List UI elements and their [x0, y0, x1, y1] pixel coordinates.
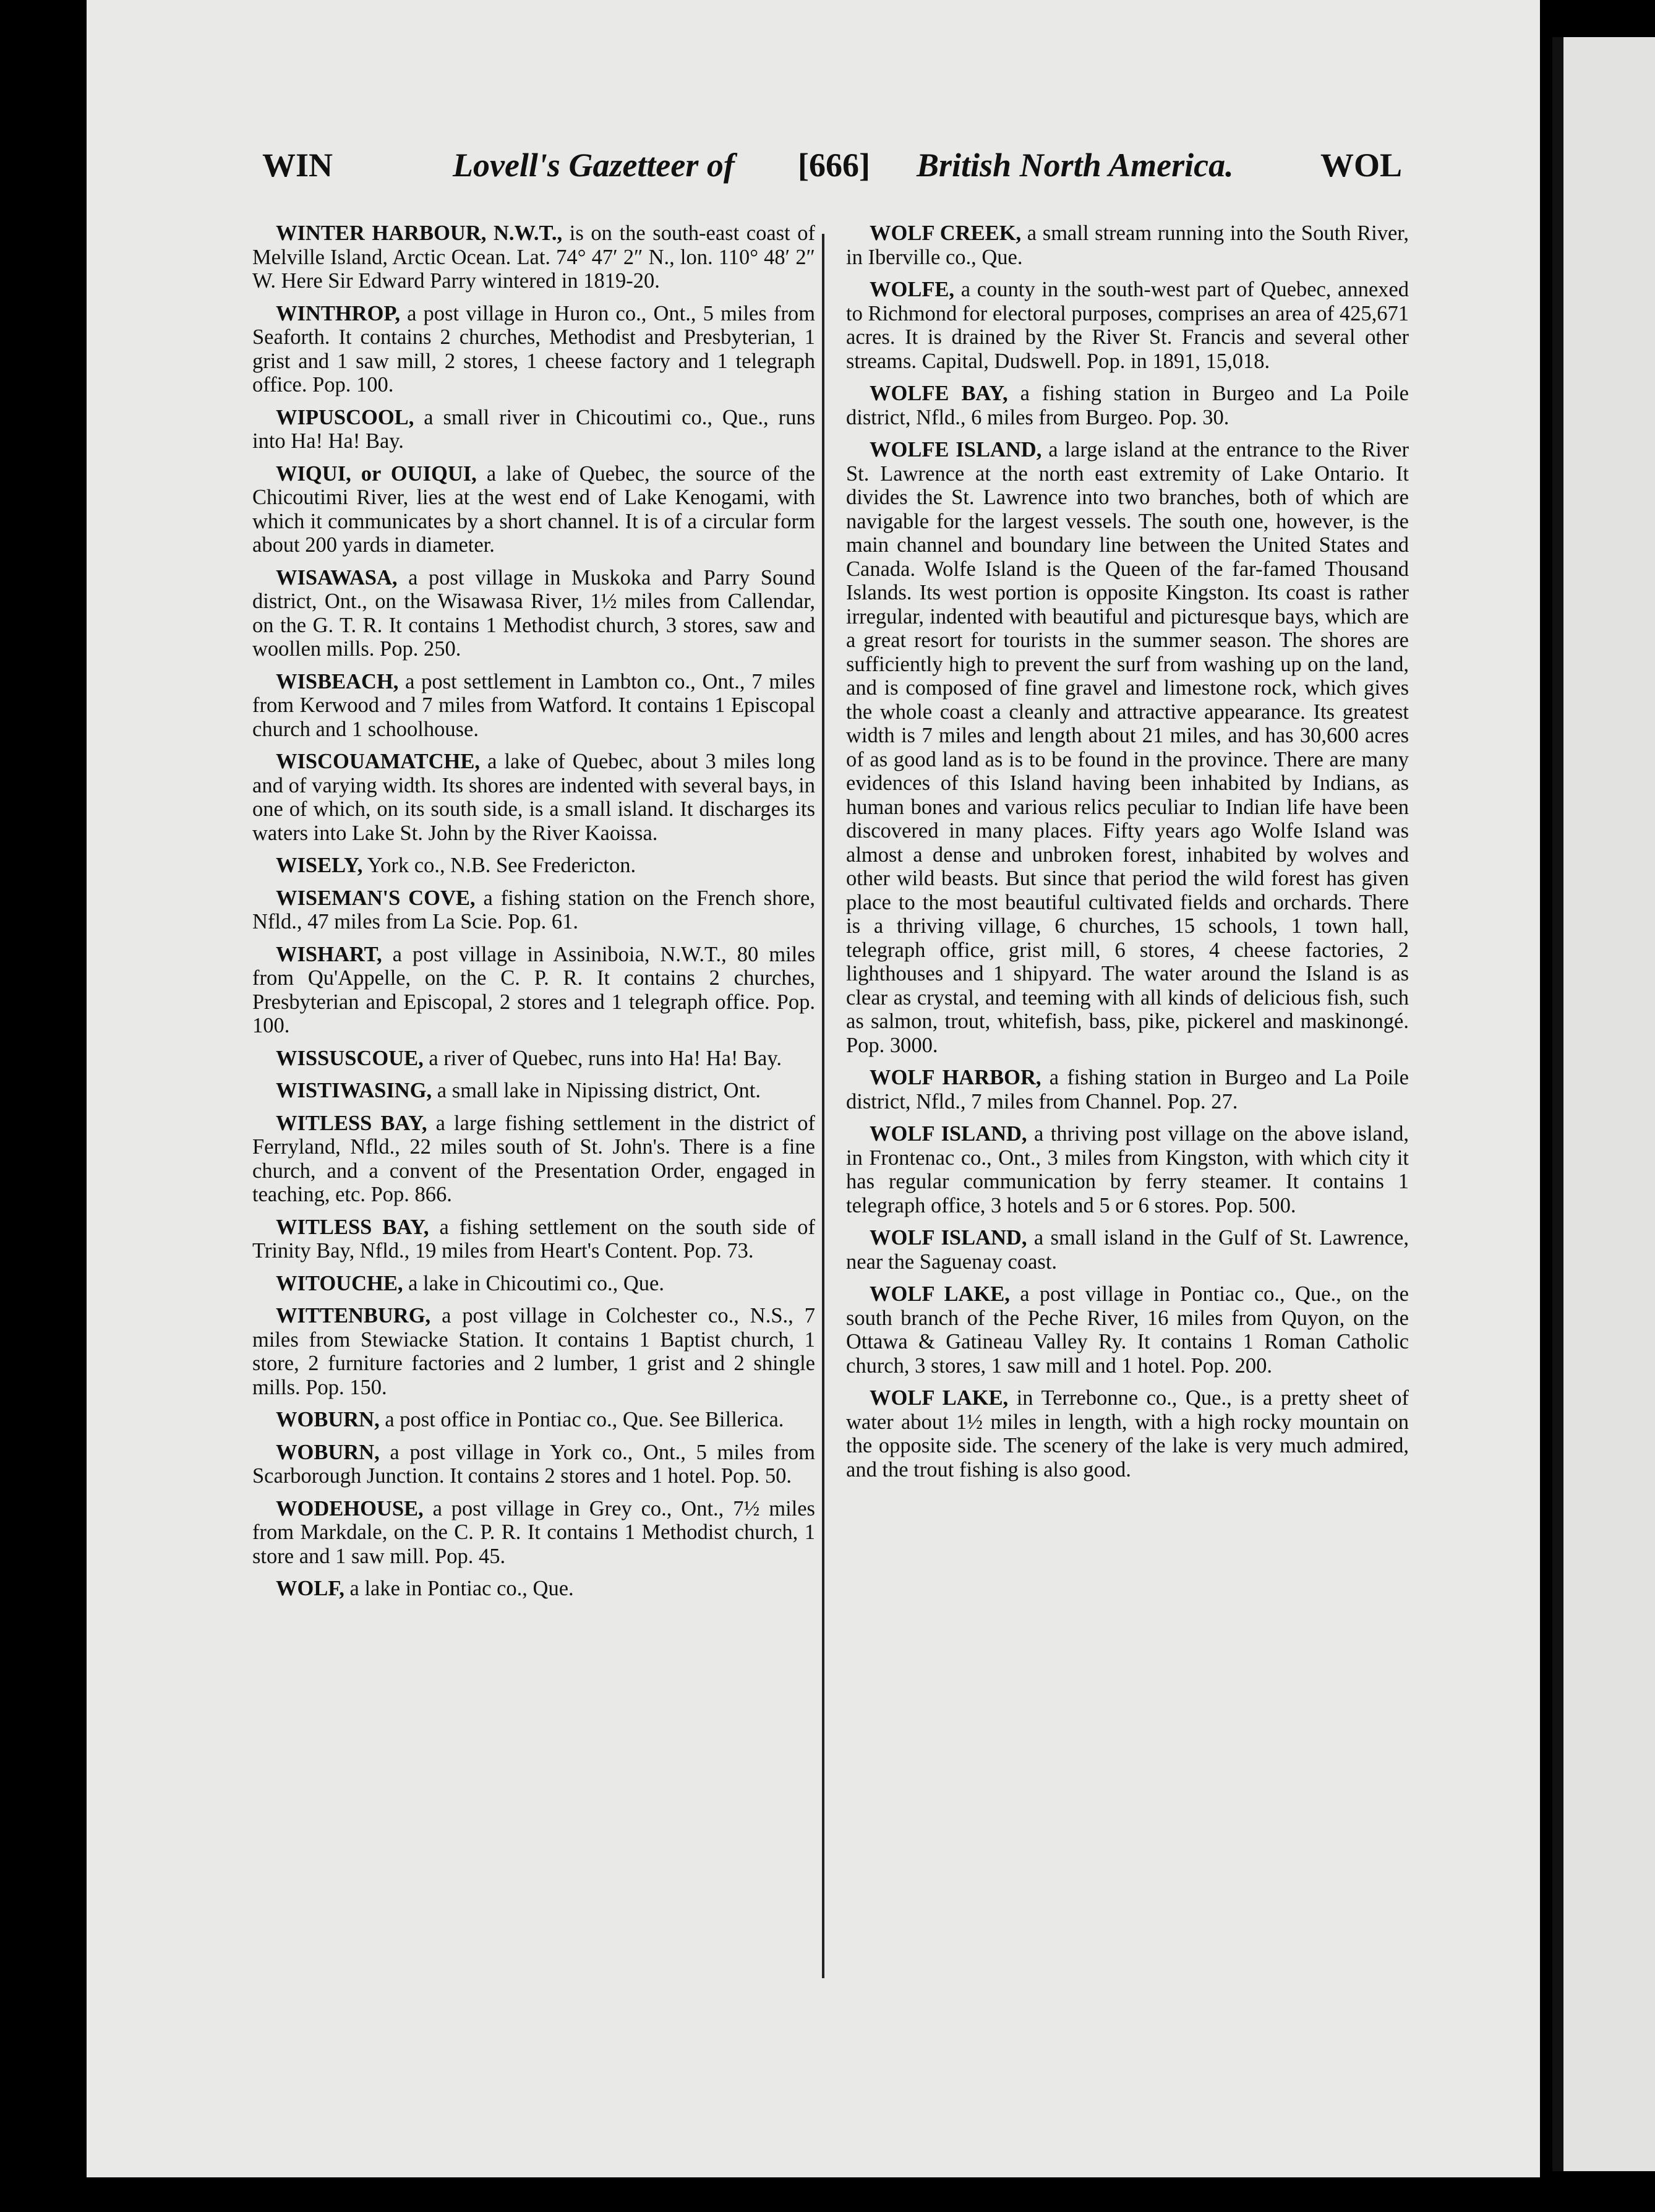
- entry-heading: WOLF,: [276, 1577, 344, 1600]
- entry-heading: WISBEACH,: [276, 669, 399, 693]
- gazetteer-entry: [846, 438, 1409, 1057]
- gazetteer-entry: [846, 1226, 1409, 1274]
- entry-text: a river of Quebec, runs into Ha! Ha! Bay.: [423, 1046, 782, 1070]
- entry-heading: WOBURN,: [276, 1440, 380, 1464]
- gazetteer-entry: [252, 1497, 815, 1569]
- page-number: [666]: [798, 147, 870, 184]
- entry-text: a post settlement in Lambton co., Ont., 7 miles from Kerwood and 7 miles from Watford. It contains 1 Episcopal church and 1 schoolhouse.: [252, 669, 815, 741]
- entry-heading: WOLF HARBOR,: [870, 1066, 1041, 1089]
- entry-text: York co., N.B. See Fredericton.: [362, 854, 636, 877]
- right-guide-word: WOL: [1320, 147, 1403, 184]
- adjacent-page-edge: [1552, 37, 1655, 2171]
- entry-text: a lake of Quebec, about 3 miles long and of varying width. Its shores are indented with several bays, in one of which, on its south side, is a small island. It discharges its waters into Lake St. John by the River Kaoissa.: [252, 750, 815, 845]
- gazetteer-entry: [252, 1577, 815, 1601]
- gazetteer-entry: [252, 1215, 815, 1263]
- gazetteer-entry: [252, 406, 815, 453]
- entry-heading: WINTHROP,: [276, 301, 400, 325]
- entry-text: is on the south-east coast of Melville Island, Arctic Ocean. Lat. 74° 47′ 2″ N., lon. 110° 48′ 2″ W. Here Sir Edward Parry wintered in 1819-20.: [252, 221, 815, 293]
- entry-heading: WOLFE,: [870, 278, 955, 301]
- gazetteer-entry: [252, 462, 815, 557]
- entry-heading: WISTIWASING,: [276, 1079, 432, 1102]
- gazetteer-entry: [252, 670, 815, 742]
- gazetteer-entry: [846, 1066, 1409, 1113]
- gazetteer-entry: [846, 1282, 1409, 1378]
- header-title-part2: British North America.: [917, 147, 1234, 184]
- entry-text: a post village in Huron co., Ont., 5 miles from Seaforth. It contains 2 churches, Methodist and Presbyterian, 1 grist and 1 saw mill, 2 stores, 1 cheese factory and 1 telegraph office. Pop. 100.: [252, 301, 815, 397]
- entry-text: a post village in Pontiac co., Que., on the south branch of the Peche River, 16 miles from Quyon, on the Ottawa & Gatineau Valley Ry. It contains 1 Roman Catholic church, 3 stores, 1 saw mill and 1 hotel. Pop. 200.: [846, 1282, 1409, 1378]
- entry-heading: WOLF LAKE,: [870, 1386, 1009, 1410]
- right-column: [846, 221, 1409, 1490]
- gazetteer-entry: [846, 1122, 1409, 1217]
- entry-heading: WISHART,: [276, 942, 382, 966]
- entry-heading: WODEHOUSE,: [276, 1496, 424, 1520]
- gazetteer-entry: [252, 1408, 815, 1432]
- gazetteer-entry: [252, 221, 815, 293]
- entry-text: a fishing station in Burgeo and La Poile district, Nfld., 6 miles from Burgeo. Pop. 30.: [846, 382, 1409, 429]
- gazetteer-entry: [252, 1079, 815, 1103]
- entry-heading: WIQUI, or OUIQUI,: [276, 461, 477, 486]
- gazetteer-page: [87, 0, 1540, 2177]
- entry-text: a post office in Pontiac co., Que. See Billerica.: [379, 1408, 784, 1431]
- gazetteer-entry: [252, 1047, 815, 1071]
- entry-text: a thriving post village on the above island, in Frontenac co., Ont., 3 miles from Kingston, with which city it has regular communication by ferry steamer. It contains 1 telegraph office, 3 hotels and 5 or 6 stores. Pop. 500.: [846, 1122, 1409, 1217]
- entry-heading: WINTER HARBOUR, N.W.T.,: [276, 221, 563, 245]
- entry-text: a small stream running into the South River, in Iberville co., Que.: [846, 221, 1409, 269]
- gazetteer-entry: [846, 278, 1409, 373]
- entry-text: a fishing station in Burgeo and La Poile district, Nfld., 7 miles from Channel. Pop. 27.: [846, 1066, 1409, 1113]
- gazetteer-entry: [846, 1386, 1409, 1481]
- entry-heading: WISSUSCOUE,: [276, 1046, 424, 1070]
- entry-text: a post village in Muskoka and Parry Sound district, Ont., on the Wisawasa River, 1½ miles from Callendar, on the G. T. R. It contains 1 Methodist church, 3 stores, saw and woollen mills. Pop. 250.: [252, 565, 815, 661]
- entry-text: a lake in Chicoutimi co., Que.: [403, 1271, 664, 1295]
- entry-text: a county in the south-west part of Quebec, annexed to Richmond for electoral purposes, comprises an area of 425,671 acres. It is drained by the River St. Francis and several other streams. Capital, Dudswell. Pop. in 1891, 15,018.: [846, 278, 1409, 373]
- gazetteer-entry: [252, 302, 815, 397]
- running-header: [87, 146, 1540, 214]
- entry-heading: WOLF ISLAND,: [870, 1226, 1027, 1250]
- entry-heading: WISCOUAMATCHE,: [276, 750, 481, 773]
- entry-heading: WISEMAN'S COVE,: [276, 886, 476, 910]
- entry-text: a post village in Grey co., Ont., 7½ miles from Markdale, on the C. P. R. It contains 1 Methodist church, 1 store and 1 saw mill. Pop. 45.: [252, 1496, 815, 1568]
- gazetteer-entry: [846, 382, 1409, 429]
- gazetteer-entry: [252, 943, 815, 1038]
- entry-text: a lake of Quebec, the source of the Chicoutimi River, lies at the west end of Lake Kenogami, with which it communicates by a short channel. It is of a circular form about 200 yards in diameter.: [252, 461, 815, 557]
- gazetteer-entry: [846, 221, 1409, 269]
- gazetteer-entry: [252, 750, 815, 845]
- entry-heading: WIPUSCOOL,: [276, 405, 414, 429]
- entry-heading: WITLESS BAY,: [276, 1215, 429, 1239]
- column-divider: [822, 234, 824, 1978]
- gazetteer-entry: [252, 1112, 815, 1207]
- entry-text: a small island in the Gulf of St. Lawrence, near the Saguenay coast.: [846, 1226, 1409, 1274]
- entry-text: a large fishing settlement in the district of Ferryland, Nfld., 22 miles south of St. John's. There is a fine church, and a convent of the Presentation Order, engaged in teaching, etc. Pop. 866.: [252, 1111, 815, 1206]
- entry-text: a post village in York co., Ont., 5 miles from Scarborough Junction. It contains 2 stores and 1 hotel. Pop. 50.: [252, 1440, 815, 1488]
- gazetteer-entry: [252, 566, 815, 661]
- entry-heading: WITOUCHE,: [276, 1271, 403, 1295]
- gazetteer-entry: [252, 886, 815, 934]
- entry-heading: WOLF CREEK,: [870, 221, 1022, 245]
- left-guide-word: WIN: [262, 147, 333, 184]
- entry-heading: WOLF ISLAND,: [870, 1122, 1027, 1146]
- entry-heading: WOLF LAKE,: [870, 1282, 1010, 1306]
- entry-text: a lake in Pontiac co., Que.: [344, 1577, 574, 1600]
- entry-text: a post village in Colchester co., N.S., 7 miles from Stewiacke Station. It contains 1 Baptist church, 1 store, 2 furniture factories and 2 lumber, 1 grist and 2 shingle mills. Pop. 150.: [252, 1304, 815, 1399]
- entry-text: a small lake in Nipissing district, Ont.: [432, 1079, 761, 1102]
- entry-heading: WOBURN,: [276, 1408, 380, 1431]
- entry-text: a small river in Chicoutimi co., Que., runs into Ha! Ha! Bay.: [252, 405, 815, 453]
- entry-text: a post village in Assiniboia, N.W.T., 80 miles from Qu'Appelle, on the C. P. R. It contains 2 churches, Presbyterian and Episcopal, 2 stores and 1 telegraph office. Pop. 100.: [252, 942, 815, 1037]
- gazetteer-entry: [252, 854, 815, 878]
- entry-heading: WITLESS BAY,: [276, 1111, 427, 1135]
- header-title-part1: Lovell's Gazetteer of: [453, 147, 735, 184]
- entry-heading: WISELY,: [276, 854, 363, 877]
- entry-heading: WISAWASA,: [276, 565, 398, 589]
- entry-heading: WOLFE BAY,: [870, 382, 1008, 405]
- entry-text: in Terrebonne co., Que., is a pretty sheet of water about 1½ miles in length, with a high rocky mountain on the opposite side. The scenery of the lake is very much admired, and the trout fishing is also good.: [846, 1386, 1409, 1481]
- entry-heading: WOLFE ISLAND,: [870, 438, 1042, 461]
- gazetteer-entry: [252, 1272, 815, 1296]
- entry-heading: WITTENBURG,: [276, 1304, 431, 1327]
- gazetteer-entry: [252, 1304, 815, 1399]
- left-column: [252, 221, 815, 1610]
- entry-text: a large island at the entrance to the River St. Lawrence at the north east extremity of Lake Ontario. It divides the St. Lawrence into two branches, both of which are navigable for the largest vessels. The south one, however, is the main channel and boundary line between the United States and Canada. Wolfe Island is the Queen of the far-famed Thousand Islands. Its west portion is opposite Kingston. Its coast is rather irregular, indented with beautiful and picturesque bays, which are a great resort for tourists in the summer season. The shores are sufficiently high to prevent the surf from washing up on the land, and is composed of fine gravel and limestone rock, which gives the whole coast a cleanly and attractive appearance. Its greatest width is 7 miles and length about 21 miles, and has 30,600 acres of as good land as is to be found in the province. There are many evidences of this Island having been inhabited by Indians, as human bones and various relics peculiar to Indian life have been discovered in many places. Fifty years ago Wolfe Island was almost a dense and unbroken forest, inhabited by wolves and other wild beasts. But since that period the wild forest has given place to the most beautiful cultivated fields and orchards. There is a thriving village, 6 churches, 15 schools, 1 town hall, telegraph office, grist mill, 6 stores, 4 cheese factories, 2 lighthouses and 1 shipyard. The water around the Island is as clear as crystal, and teeming with all kinds of delicious fish, such as salmon, trout, whitefish, bass, pike, pickerel and maskinongé. Pop. 3000.: [846, 438, 1409, 1057]
- gazetteer-entry: [252, 1441, 815, 1488]
- entry-text: a fishing settlement on the south side of Trinity Bay, Nfld., 19 miles from Heart's Content. Pop. 73.: [252, 1215, 815, 1262]
- entry-text: a fishing station on the French shore, Nfld., 47 miles from La Scie. Pop. 61.: [252, 886, 815, 933]
